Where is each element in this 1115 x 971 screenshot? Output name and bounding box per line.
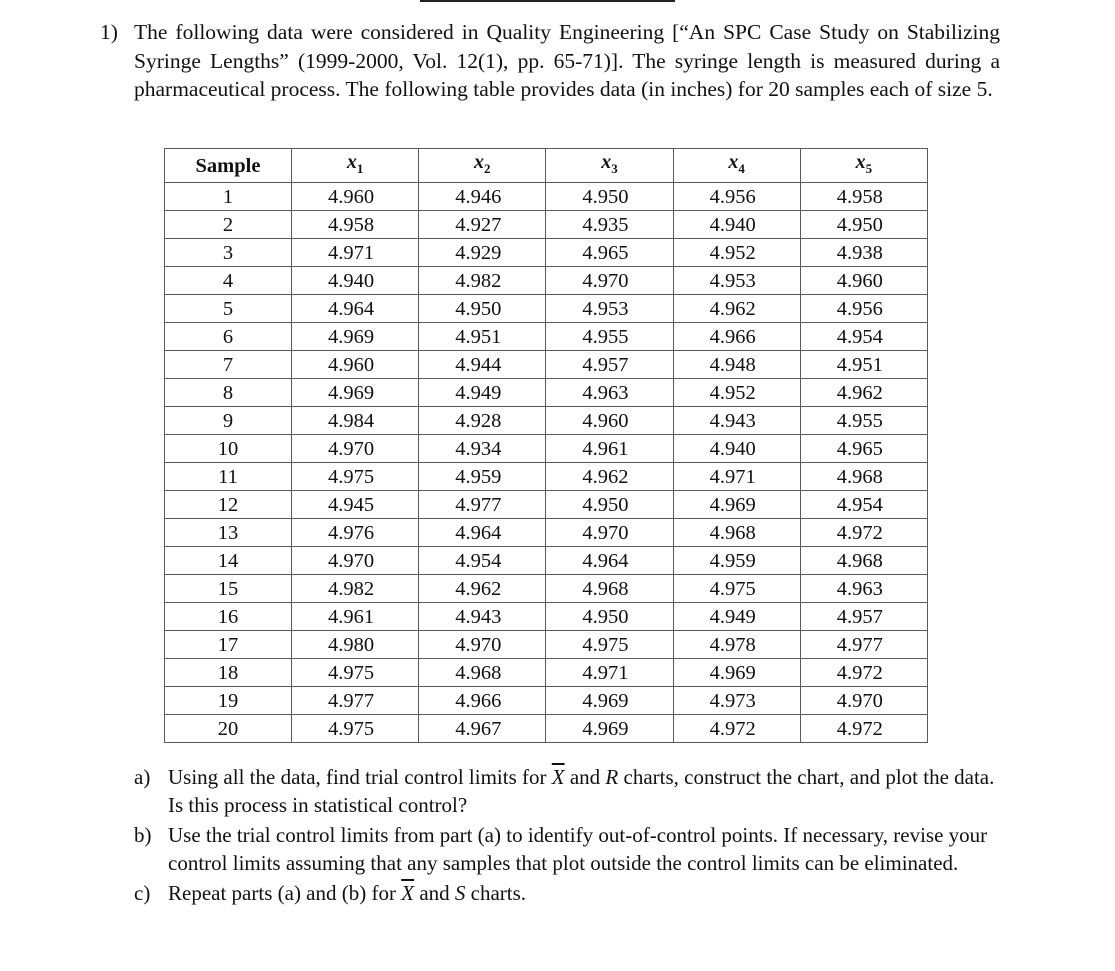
- column-variable: $x_3$: [601, 151, 618, 176]
- table-row: [165, 519, 928, 547]
- table-row: [165, 687, 928, 715]
- measurement-cell: 4.976: [292, 519, 419, 547]
- sample-number: 7: [165, 351, 292, 379]
- measurement-cell: 4.948: [673, 351, 800, 379]
- measurement-cell: 4.927: [419, 211, 546, 239]
- measurement-cell: 4.968: [419, 659, 546, 687]
- part-a-label: a): [134, 765, 151, 789]
- sample-number: 3: [165, 239, 292, 267]
- column-header-x1: [292, 149, 419, 183]
- sample-number: 20: [165, 715, 292, 743]
- part-c-text-1: Repeat parts (a) and (b) for: [168, 881, 402, 905]
- measurement-cell: 4.972: [800, 519, 927, 547]
- measurement-cell: 4.964: [546, 547, 673, 575]
- measurement-cell: 4.978: [673, 631, 800, 659]
- measurement-cell: 4.943: [419, 603, 546, 631]
- measurement-cell: 4.975: [673, 575, 800, 603]
- measurement-cell: 4.929: [419, 239, 546, 267]
- part-c-text-2: and: [414, 881, 455, 905]
- measurement-cell: 4.973: [673, 687, 800, 715]
- r-symbol: R: [605, 765, 619, 789]
- measurement-cell: 4.934: [419, 435, 546, 463]
- measurement-cell: 4.951: [419, 323, 546, 351]
- sample-column-header: Sample: [165, 149, 292, 183]
- measurement-cell: 4.935: [546, 211, 673, 239]
- table-row: [165, 351, 928, 379]
- table-row: [165, 379, 928, 407]
- column-header-x2: [419, 149, 546, 183]
- xbar-symbol: $\overline{X}$: [401, 881, 415, 905]
- measurement-cell: 4.966: [419, 687, 546, 715]
- measurement-cell: 4.969: [673, 491, 800, 519]
- sample-number: 10: [165, 435, 292, 463]
- xbar-symbol: $\overline{X}$: [551, 765, 565, 789]
- measurement-cell: 4.963: [546, 379, 673, 407]
- measurement-cell: 4.971: [673, 463, 800, 491]
- part-a: [134, 763, 1014, 819]
- measurement-cell: 4.938: [800, 239, 927, 267]
- column-variable: $x_2$: [474, 151, 491, 176]
- question-number: 1): [100, 20, 118, 44]
- measurement-cell: 4.964: [419, 519, 546, 547]
- s-symbol: S: [454, 881, 466, 905]
- measurement-cell: 4.958: [800, 183, 927, 211]
- sample-number: 12: [165, 491, 292, 519]
- column-subscript: 2: [484, 161, 491, 176]
- measurement-cell: 4.949: [673, 603, 800, 631]
- measurement-cell: 4.963: [800, 575, 927, 603]
- sample-number: 14: [165, 547, 292, 575]
- part-c-text-3: charts.: [465, 881, 527, 905]
- top-rule: [420, 0, 675, 2]
- sample-number: 9: [165, 407, 292, 435]
- table-row: [165, 211, 928, 239]
- measurement-cell: 4.969: [546, 687, 673, 715]
- measurement-cell: 4.969: [546, 715, 673, 743]
- table-row: [165, 603, 928, 631]
- measurement-cell: 4.977: [800, 631, 927, 659]
- measurement-cell: 4.967: [419, 715, 546, 743]
- measurement-cell: 4.966: [673, 323, 800, 351]
- measurement-cell: 4.960: [292, 183, 419, 211]
- measurement-cell: 4.959: [419, 463, 546, 491]
- sample-number: 13: [165, 519, 292, 547]
- measurement-cell: 4.955: [546, 323, 673, 351]
- column-subscript: 5: [865, 161, 873, 176]
- question-text: The following data were considered in Quality Engineering [“An SPC Case Study on Stabilizing Syringe Lengths” (1999-2000, Vol. 12(1), pp. 65-71)]. The syringe length is measured during a pharmaceutical process. The following table provides data (in inches) for 20 samples each of size 5.: [134, 20, 1000, 101]
- measurement-cell: 4.944: [419, 351, 546, 379]
- measurement-cell: 4.951: [800, 351, 927, 379]
- measurement-cell: 4.946: [419, 183, 546, 211]
- measurement-cell: 4.972: [800, 659, 927, 687]
- table-row: [165, 715, 928, 743]
- table-row: [165, 407, 928, 435]
- measurement-cell: 4.968: [800, 547, 927, 575]
- measurement-cell: 4.965: [800, 435, 927, 463]
- sample-number: 15: [165, 575, 292, 603]
- measurement-cell: 4.970: [800, 687, 927, 715]
- measurement-cell: 4.980: [292, 631, 419, 659]
- measurement-cell: 4.982: [292, 575, 419, 603]
- sample-number: 1: [165, 183, 292, 211]
- column-variable: $x_4$: [728, 151, 745, 176]
- measurement-cell: 4.970: [546, 519, 673, 547]
- measurement-cell: 4.965: [546, 239, 673, 267]
- question-1: [100, 18, 1000, 104]
- measurement-cell: 4.954: [800, 323, 927, 351]
- sample-number: 18: [165, 659, 292, 687]
- syringe-length-table: [164, 148, 928, 743]
- measurement-cell: 4.961: [546, 435, 673, 463]
- measurement-cell: 4.960: [800, 267, 927, 295]
- measurement-cell: 4.968: [546, 575, 673, 603]
- measurement-cell: 4.950: [546, 603, 673, 631]
- measurement-cell: 4.962: [419, 575, 546, 603]
- measurement-cell: 4.954: [419, 547, 546, 575]
- measurement-cell: 4.952: [673, 379, 800, 407]
- measurement-cell: 4.943: [673, 407, 800, 435]
- table-header-row: [165, 149, 928, 183]
- measurement-cell: 4.956: [673, 183, 800, 211]
- sample-number: 4: [165, 267, 292, 295]
- measurement-cell: 4.950: [546, 491, 673, 519]
- measurement-cell: 4.950: [546, 183, 673, 211]
- measurement-cell: 4.975: [292, 659, 419, 687]
- column-header-x3: [546, 149, 673, 183]
- measurement-cell: 4.957: [800, 603, 927, 631]
- measurement-cell: 4.962: [800, 379, 927, 407]
- measurement-cell: 4.972: [800, 715, 927, 743]
- column-header-x5: [800, 149, 927, 183]
- measurement-cell: 4.968: [800, 463, 927, 491]
- column-subscript: 3: [611, 161, 618, 176]
- measurement-cell: 4.970: [292, 547, 419, 575]
- measurement-cell: 4.972: [673, 715, 800, 743]
- sample-number: 6: [165, 323, 292, 351]
- part-c: [134, 879, 1014, 907]
- part-a-text-2: and: [564, 765, 606, 789]
- part-a-text-1: Using all the data, find trial control limits for: [168, 765, 552, 789]
- measurement-cell: 4.953: [546, 295, 673, 323]
- measurement-cell: 4.956: [800, 295, 927, 323]
- measurement-cell: 4.952: [673, 239, 800, 267]
- measurement-cell: 4.950: [800, 211, 927, 239]
- measurement-cell: 4.969: [292, 323, 419, 351]
- measurement-cell: 4.962: [673, 295, 800, 323]
- measurement-cell: 4.961: [292, 603, 419, 631]
- measurement-cell: 4.940: [673, 211, 800, 239]
- measurement-cell: 4.958: [292, 211, 419, 239]
- table-row: [165, 435, 928, 463]
- table-row: [165, 239, 928, 267]
- measurement-cell: 4.982: [419, 267, 546, 295]
- part-c-label: c): [134, 881, 151, 905]
- measurement-cell: 4.969: [673, 659, 800, 687]
- part-a-text-3: charts, construct the chart, and plot the data. Is this process in statistical control?: [168, 765, 995, 817]
- table-body: [165, 183, 928, 743]
- measurement-cell: 4.940: [292, 267, 419, 295]
- sample-number: 2: [165, 211, 292, 239]
- sample-number: 17: [165, 631, 292, 659]
- measurement-cell: 4.975: [292, 715, 419, 743]
- table-row: [165, 463, 928, 491]
- column-subscript: 1: [356, 161, 364, 176]
- sample-number: 8: [165, 379, 292, 407]
- part-b: [134, 821, 1014, 877]
- sample-number: 5: [165, 295, 292, 323]
- sample-number: 16: [165, 603, 292, 631]
- measurement-cell: 4.971: [292, 239, 419, 267]
- measurement-cell: 4.970: [546, 267, 673, 295]
- measurement-cell: 4.957: [546, 351, 673, 379]
- table-row: [165, 267, 928, 295]
- measurement-cell: 4.977: [292, 687, 419, 715]
- measurement-cell: 4.962: [546, 463, 673, 491]
- measurement-cell: 4.950: [419, 295, 546, 323]
- column-header-x4: [673, 149, 800, 183]
- measurement-cell: 4.928: [419, 407, 546, 435]
- measurement-cell: 4.969: [292, 379, 419, 407]
- column-variable: $x_1$: [346, 151, 364, 176]
- table-row: [165, 575, 928, 603]
- measurement-cell: 4.960: [292, 351, 419, 379]
- measurement-cell: 4.955: [800, 407, 927, 435]
- table-row: [165, 547, 928, 575]
- measurement-cell: 4.970: [292, 435, 419, 463]
- measurement-cell: 4.945: [292, 491, 419, 519]
- table-row: [165, 631, 928, 659]
- measurement-cell: 4.953: [673, 267, 800, 295]
- measurement-cell: 4.975: [546, 631, 673, 659]
- table-row: [165, 491, 928, 519]
- part-b-text: Use the trial control limits from part (a) to identify out-of-control points. If necessary, revise your control limits assuming that any samples that plot outside the control limits can be eliminated.: [168, 823, 988, 875]
- table-row: [165, 323, 928, 351]
- column-variable: $x_5$: [855, 151, 873, 176]
- column-subscript: 4: [738, 161, 745, 176]
- table-row: [165, 659, 928, 687]
- measurement-cell: 4.970: [419, 631, 546, 659]
- question-parts: [134, 763, 1014, 909]
- measurement-cell: 4.959: [673, 547, 800, 575]
- sample-number: 11: [165, 463, 292, 491]
- measurement-cell: 4.977: [419, 491, 546, 519]
- table-row: [165, 183, 928, 211]
- measurement-cell: 4.984: [292, 407, 419, 435]
- measurement-cell: 4.960: [546, 407, 673, 435]
- measurement-cell: 4.949: [419, 379, 546, 407]
- measurement-cell: 4.975: [292, 463, 419, 491]
- part-b-label: b): [134, 823, 152, 847]
- table-row: [165, 295, 928, 323]
- measurement-cell: 4.940: [673, 435, 800, 463]
- measurement-cell: 4.971: [546, 659, 673, 687]
- measurement-cell: 4.954: [800, 491, 927, 519]
- measurement-cell: 4.964: [292, 295, 419, 323]
- sample-number: 19: [165, 687, 292, 715]
- measurement-cell: 4.968: [673, 519, 800, 547]
